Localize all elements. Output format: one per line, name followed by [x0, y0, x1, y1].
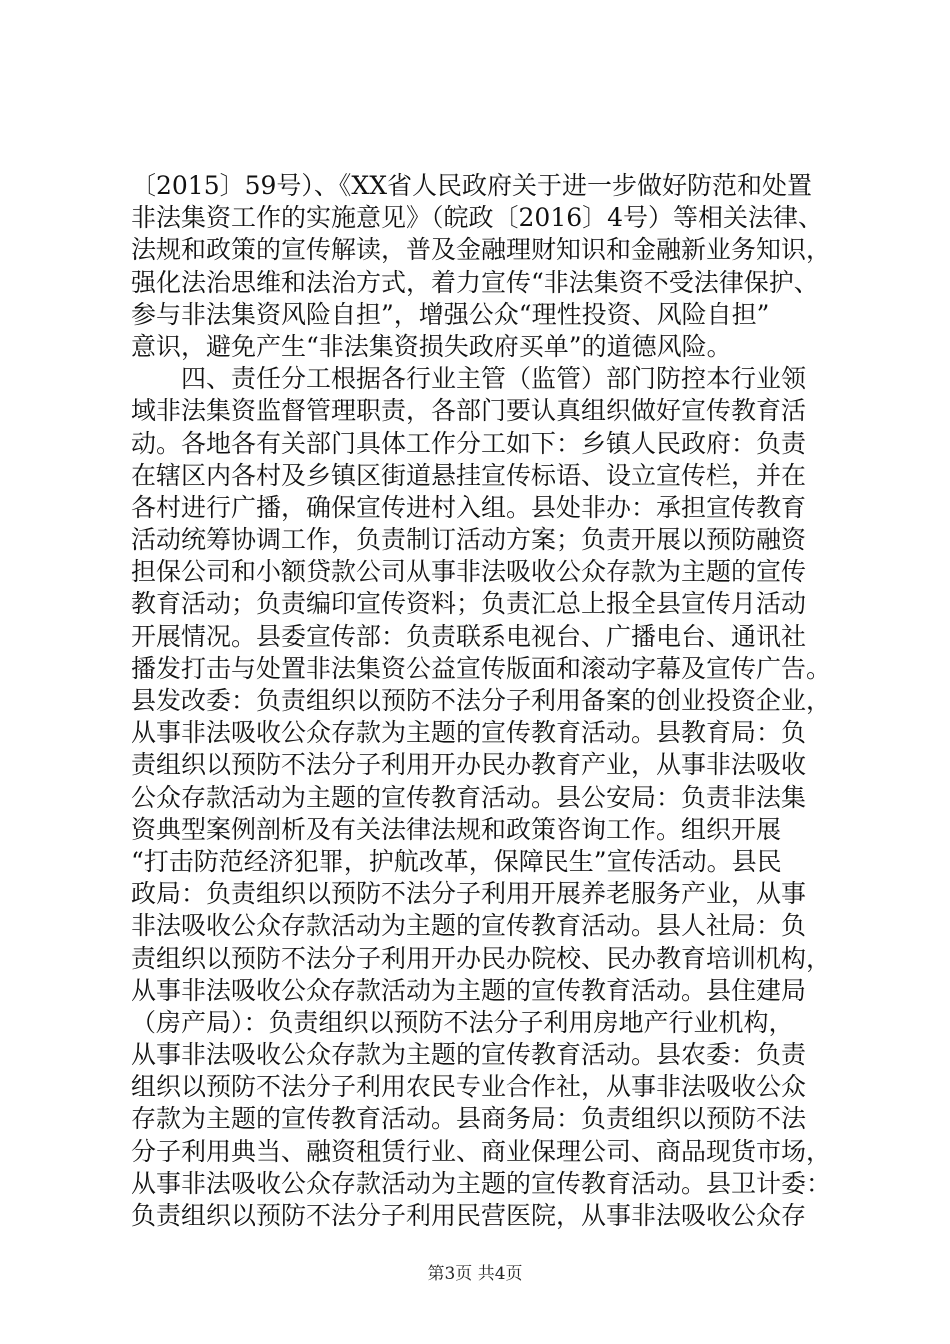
text-line: 非法集资工作的实施意见》（皖政〔2016〕4号）等相关法律、: [131, 203, 824, 233]
text-line: 公众存款活动为主题的宣传教育活动。县公安局：负责非法集: [131, 782, 807, 812]
text-line: 强化法治思维和法治方式，着力宣传“非法集资不受法律保护、: [131, 267, 819, 297]
text-line: 法规和政策的宣传解读，普及金融理财知识和金融新业务知识，: [131, 235, 832, 265]
text-line: 〔2015〕59号）、《XX省人民政府关于进一步做好防范和处置: [131, 171, 813, 200]
text-line: 责组织以预防不法分子利用开办民办院校、民办教育培训机构，: [131, 943, 832, 973]
text-line: “打击防范经济犯罪，护航改革，保障民生”宣传活动。县民: [131, 846, 782, 876]
text-line: 意识，避免产生“非法集资损失政府买单”的道德风险。: [131, 331, 732, 361]
text-line: 组织以预防不法分子利用农民专业合作社，从事非法吸收公众: [131, 1072, 807, 1102]
text-line: 县发改委：负责组织以预防不法分子利用备案的创业投资企业，: [131, 686, 832, 715]
text-line: 教育活动；负责编印宣传资料；负责汇总上报全县宣传月活动: [131, 589, 807, 619]
text-line: 资典型案例剖析及有关法律法规和政策咨询工作。组织开展: [131, 814, 782, 844]
text-line: 域非法集资监督管理职责，各部门要认真组织做好宣传教育活: [131, 396, 807, 426]
text-line: 开展情况。县委宣传部：负责联系电视台、广播电台、通讯社: [131, 621, 807, 651]
text-line: 非法吸收公众存款活动为主题的宣传教育活动。县人社局：负: [131, 911, 807, 941]
text-line: 从事非法吸收公众存款为主题的宣传教育活动。县农委：负责: [131, 1040, 807, 1070]
text-line: 各村进行广播，确保宣传进村入组。县处非办：承担宣传教育: [131, 492, 807, 522]
text-line: 从事非法吸收公众存款为主题的宣传教育活动。县教育局：负: [131, 718, 807, 748]
page-footer: [0, 1263, 950, 1285]
text-line: 负责组织以预防不法分子利用民营医院，从事非法吸收公众存: [131, 1201, 807, 1230]
text-line: 在辖区内各村及乡镇区街道悬挂宣传标语、设立宣传栏，并在: [131, 460, 807, 490]
text-line: （房产局）：负责组织以预防不法分子利用房地产行业机构，: [131, 1007, 794, 1037]
text-line: 分子利用典当、融资租赁行业、商业保理公司、商品现货市场，: [131, 1136, 832, 1166]
text-line: 从事非法吸收公众存款活动为主题的宣传教育活动。县住建局: [131, 975, 807, 1005]
text-line: 播发打击与处置非法集资公益宣传版面和滚动字幕及宣传广告。: [131, 653, 832, 683]
page-number-label: 第3页 共4页: [427, 1264, 523, 1284]
body-text: [131, 170, 831, 1232]
text-line: 政局：负责组织以预防不法分子利用开展养老服务产业，从事: [131, 879, 807, 909]
text-line: 动。各地各有关部门具体工作分工如下：乡镇人民政府：负责: [131, 428, 807, 458]
text-line: 参与非法集资风险自担”，增强公众“理性投资、风险自担”: [131, 299, 770, 329]
text-line: 从事非法吸收公众存款活动为主题的宣传教育活动。县卫计委：: [131, 1168, 832, 1198]
text-line: 活动统筹协调工作，负责制订活动方案；负责开展以预防融资: [131, 525, 807, 555]
text-line: 担保公司和小额贷款公司从事非法吸收公众存款为主题的宣传: [131, 557, 807, 587]
text-line: 责组织以预防不法分子利用开办民办教育产业，从事非法吸收: [131, 750, 807, 780]
paragraph-start-line: 四、责任分工根据各行业主管（监管）部门防控本行业领: [181, 364, 807, 394]
text-line: 存款为主题的宣传教育活动。县商务局：负责组织以预防不法: [131, 1104, 807, 1134]
